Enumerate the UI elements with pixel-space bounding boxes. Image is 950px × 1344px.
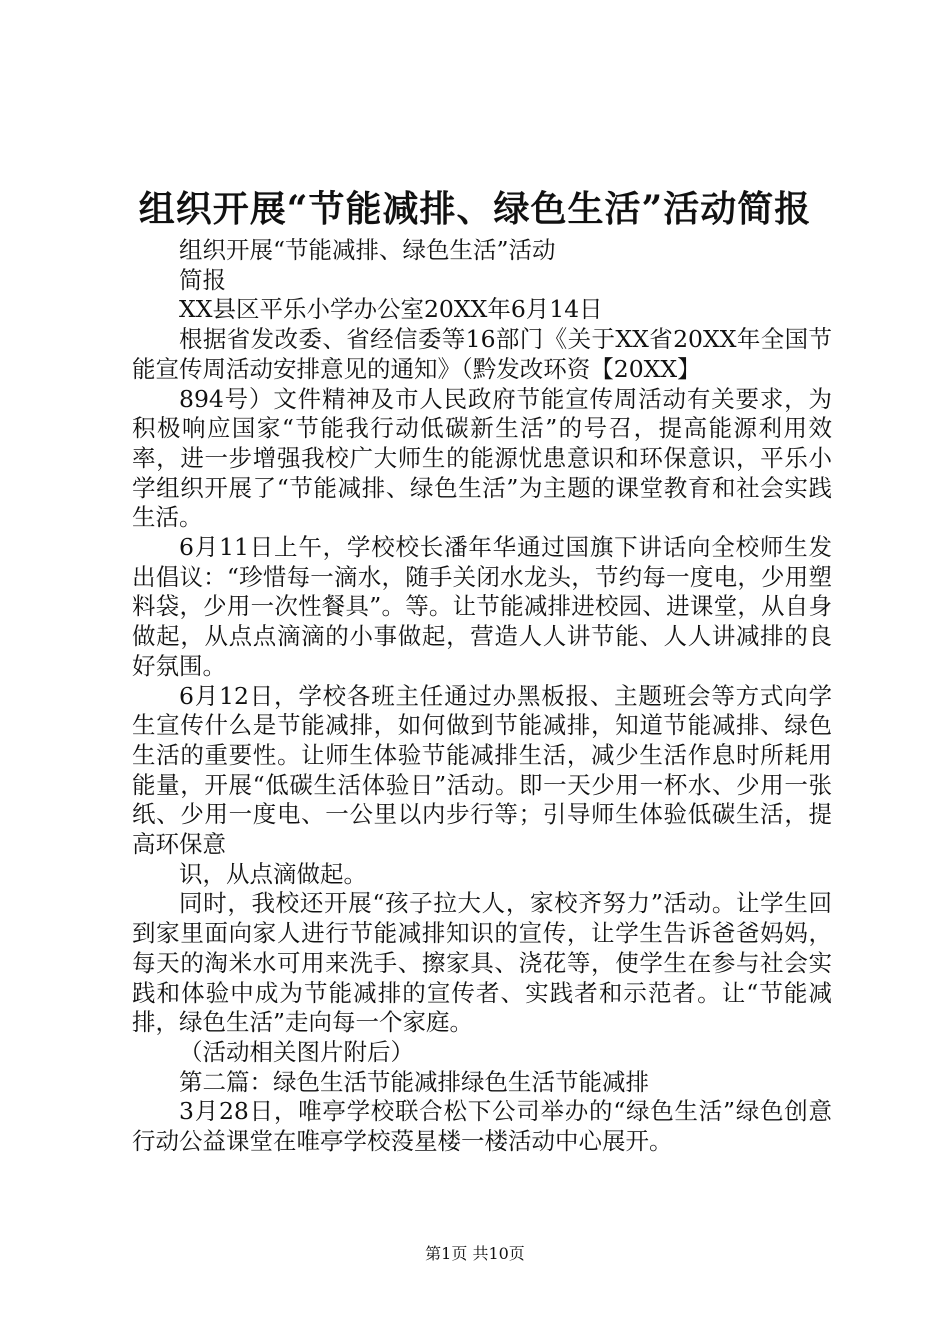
paragraph-june-11: 6月11日上午，学校校长潘年华通过国旗下讲话向全校师生发出倡议：“珍惜每一滴水，随手关闭水龙头，节约每一度电，少用塑料袋，少用一次性餐具”。等。让节能减排进校园、进课堂，从自身做起，从点点滴滴的小事做起，营造人人讲节能、人人讲减排的良好氛围。 [132, 533, 832, 680]
paragraph-family-activity: 同时，我校还开展“孩子拉大人，家校齐努力”活动。让学生回到家里面向家人进行节能减排知识的宣传，让学生告诉爸爸妈妈，每天的淘米水可用来洗手、擦家具、浇花等，使学生在参与社会实践和体验中成为节能减排的宣传者、实践者和示范者。让“节能减排，绿色生活”走向每一个家庭。 [132, 889, 832, 1037]
paragraph-subtitle-line2: 简报 [179, 265, 226, 294]
paragraph-subtitle-line1: 组织开展“节能减排、绿色生活”活动 [179, 236, 556, 264]
paragraph-purpose: 894号）文件精神及市人民政府节能宣传周活动有关要求，为积极响应国家“节能我行动低碳新生活”的号召，提高能源利用效率，进一步增强我校广大师生的能源忧患意识和环保意识，平乐小学组织开展了“节能减排、绿色生活”为主题的课堂教育和社会实践生活。 [132, 384, 832, 532]
paragraph-second-article-heading: 第二篇：绿色生活节能减排绿色生活节能减排 [179, 1067, 649, 1096]
document-title: 组织开展“节能减排、绿色生活”活动简报 [138, 188, 812, 230]
paragraph-june-12-continued: 识，从点滴做起。 [179, 859, 367, 888]
paragraph-background: 根据省发改委、省经信委等16部门《关于XX省20XX年全国节能宣传周活动安排意见的通知》（黔发改环资【20XX】 [132, 325, 832, 383]
paragraph-photo-note: （活动相关图片附后） [179, 1037, 414, 1066]
paragraph-byline: XX县区平乐小学办公室20XX年6月14日 [179, 295, 603, 324]
page-number-footer: 第1页 共10页 [425, 1244, 525, 1263]
document-body [132, 236, 832, 1157]
paragraph-june-12: 6月12日，学校各班主任通过办黑板报、主题班会等方式向学生宣传什么是节能减排，如何做到节能减排，知道节能减排、绿色生活的重要性。让师生体验节能减排生活，减少生活作息时所耗用能量，开展“低碳生活体验日”活动。即一天少用一杯水、少用一张纸、少用一度电、一公里以内步行等；引导师生体验低碳生活，提高环保意 [132, 681, 832, 859]
paragraph-march-28: 3月28日，唯亭学校联合松下公司举办的“绿色生活”绿色创意行动公益课堂在唯亭学校莈星楼一楼活动中心展开。 [132, 1097, 832, 1156]
